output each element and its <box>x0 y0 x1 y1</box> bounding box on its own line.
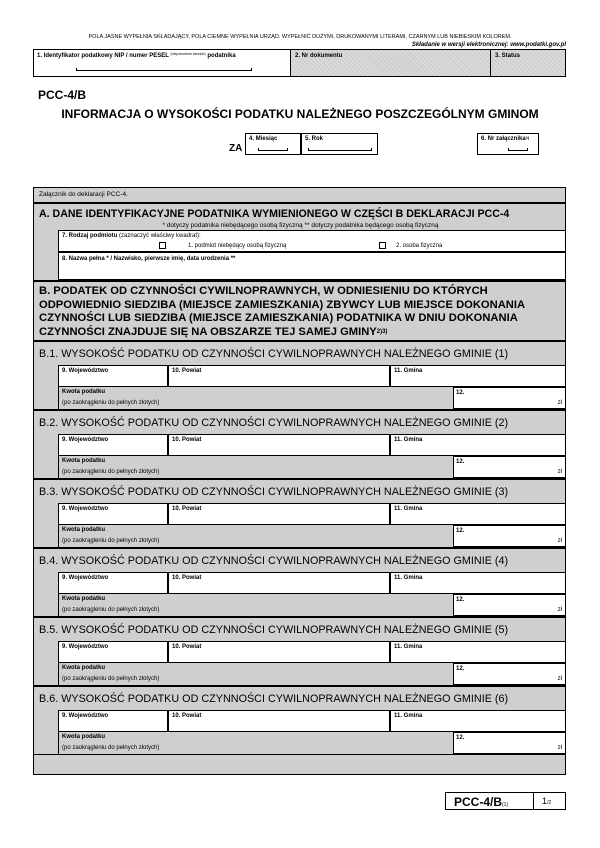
attachment-number-field[interactable] <box>477 133 539 155</box>
county-label: 10. Powiat <box>172 644 202 650</box>
tax-amount-field[interactable] <box>453 594 566 616</box>
county-field[interactable] <box>168 641 390 663</box>
currency-label: zł <box>557 400 562 406</box>
voivodeship-field[interactable] <box>58 503 168 525</box>
header-box <box>33 49 566 77</box>
subsection-title: B.2. WYSOKOŚĆ PODATKU OD CZYNNOŚCI CYWILNOPRAWNYCH NALEŻNEGO GMINIE (2) <box>39 417 509 429</box>
voivodeship-field[interactable] <box>58 572 168 594</box>
entity-type-field <box>58 230 566 252</box>
form-code: PCC-4/B <box>38 88 87 102</box>
county-label: 10. Powiat <box>172 437 202 443</box>
footer-code: PCC-4/B(1) <box>454 795 509 809</box>
tax-amount-number: 12. <box>456 528 465 534</box>
municipality-label: 11. Gmina <box>394 437 423 443</box>
tax-amount-label: Kwota podatku <box>62 734 105 740</box>
nip-pesel-label: 1. Identyfikator podatkowy NIP / numer PESEL $^{(niepotrzebne skreślić)}$ podatnika <box>37 52 236 59</box>
tax-amount-field[interactable] <box>453 663 566 685</box>
attachment-to-text: Załącznik do deklaracji PCC-4. <box>39 191 128 198</box>
tax-amount-field[interactable] <box>453 732 566 754</box>
nip-pesel-field[interactable] <box>34 50 291 76</box>
voivodeship-label: 9. Województwo <box>62 437 109 443</box>
currency-label: zł <box>557 469 562 475</box>
voivodeship-field[interactable] <box>58 641 168 663</box>
tax-amount-number: 12. <box>456 459 465 465</box>
tax-amount-label-cell <box>58 525 453 547</box>
subsection-b1 <box>33 341 566 410</box>
year-field[interactable] <box>301 133 378 155</box>
municipality-field[interactable] <box>390 641 566 663</box>
rounding-note: (po zaokrągleniu do pełnych złotych) <box>62 400 160 406</box>
document-number-field <box>291 50 491 76</box>
subsection-title: B.4. WYSOKOŚĆ PODATKU OD CZYNNOŚCI CYWILNOPRAWNYCH NALEŻNEGO GMINIE (4) <box>39 555 509 567</box>
subsection-title: B.6. WYSOKOŚĆ PODATKU OD CZYNNOŚCI CYWILNOPRAWNYCH NALEŻNEGO GMINIE (6) <box>39 693 509 705</box>
month-ticks <box>258 148 288 151</box>
municipality-field[interactable] <box>390 572 566 594</box>
form-title: INFORMACJA O WYSOKOŚCI PODATKU NALEŻNEGO POSZCZEGÓLNYM GMINOM <box>61 107 539 121</box>
subsection-title: B.1. WYSOKOŚĆ PODATKU OD CZYNNOŚCI CYWILNOPRAWNYCH NALEŻNEGO GMINIE (1) <box>39 348 509 360</box>
municipality-field[interactable] <box>390 503 566 525</box>
subsection-b2 <box>33 410 566 479</box>
county-field[interactable] <box>168 503 390 525</box>
tax-amount-field[interactable] <box>453 456 566 478</box>
tax-amount-number: 12. <box>456 597 465 603</box>
voivodeship-field[interactable] <box>58 434 168 456</box>
tax-amount-label: Kwota podatku <box>62 527 105 533</box>
county-field[interactable] <box>168 572 390 594</box>
county-label: 10. Powiat <box>172 575 202 581</box>
currency-label: zł <box>557 745 562 751</box>
electronic-submission-note: Składanie w wersji elektronicznej: www.podatki.gov.pl <box>411 42 566 48</box>
section-b <box>33 281 566 341</box>
county-field[interactable] <box>168 710 390 732</box>
tax-amount-number: 12. <box>456 666 465 672</box>
municipality-field[interactable] <box>390 710 566 732</box>
status-label: 3. Status <box>495 53 521 59</box>
county-field[interactable] <box>168 365 390 387</box>
attachment-number-label: 6. Nr załącznika$^{1)}$ <box>481 135 530 142</box>
document-number-label: 2. Nr dokumentu <box>295 53 343 59</box>
tax-amount-label-cell <box>58 456 453 478</box>
currency-label: zł <box>557 607 562 613</box>
tax-amount-field[interactable] <box>453 525 566 547</box>
tax-amount-label-cell <box>58 732 453 754</box>
voivodeship-field[interactable] <box>58 710 168 732</box>
full-name-label: 8. Nazwa pełna * / Nazwisko, pierwsze imię, data urodzenia ** <box>62 256 236 262</box>
attachment-number-ticks <box>508 148 528 151</box>
voivodeship-label: 9. Województwo <box>62 644 109 650</box>
status-field <box>491 50 565 76</box>
tax-amount-label: Kwota podatku <box>62 389 105 395</box>
voivodeship-label: 9. Województwo <box>62 575 109 581</box>
subsection-b5 <box>33 617 566 686</box>
municipality-label: 11. Gmina <box>394 713 423 719</box>
tax-amount-label-cell <box>58 387 453 409</box>
voivodeship-label: 9. Województwo <box>62 368 109 374</box>
rounding-note: (po zaokrągleniu do pełnych złotych) <box>62 607 160 613</box>
county-label: 10. Powiat <box>172 368 202 374</box>
year-label: 5. Rok <box>305 136 324 142</box>
tax-amount-label: Kwota podatku <box>62 665 105 671</box>
tax-amount-label-cell <box>58 663 453 685</box>
currency-label: zł <box>557 676 562 682</box>
rounding-note: (po zaokrągleniu do pełnych złotych) <box>62 469 160 475</box>
municipality-label: 11. Gmina <box>394 506 423 512</box>
municipality-label: 11. Gmina <box>394 575 423 581</box>
subsection-b6 <box>33 686 566 755</box>
tax-amount-field[interactable] <box>453 387 566 409</box>
section-a <box>33 203 566 281</box>
county-field[interactable] <box>168 434 390 456</box>
subsection-b3 <box>33 479 566 548</box>
footer-code-box <box>445 792 534 810</box>
county-label: 10. Powiat <box>172 713 202 719</box>
municipality-label: 11. Gmina <box>394 644 423 650</box>
voivodeship-label: 9. Województwo <box>62 506 109 512</box>
tax-amount-label: Kwota podatku <box>62 458 105 464</box>
za-label: ZA <box>229 143 243 154</box>
month-label: 4. Miesiąc <box>249 136 278 142</box>
fill-instruction: POLA JASNE WYPEŁNIA SKŁADAJĄCY, POLA CIEMNE WYPEŁNIA URZĄD. WYPEŁNIĆ DUŻYMI, DRUKOWANYMI LITERAMI, CZARNYM LUB NIEBIESKIM KOLOREM. <box>88 34 512 40</box>
section-a-title: A. DANE IDENTYFIKACYJNE PODATNIKA WYMIENIONEGO W CZĘŚCI B DEKLARACJI PCC-4 <box>39 208 510 220</box>
tax-amount-number: 12. <box>456 390 465 396</box>
month-field[interactable] <box>245 133 301 155</box>
entity-type-option-2-label: 2. osoba fizyczna <box>396 243 443 249</box>
county-label: 10. Powiat <box>172 506 202 512</box>
full-name-field[interactable] <box>58 252 566 280</box>
voivodeship-label: 9. Województwo <box>62 713 109 719</box>
nip-digit-ticks <box>76 68 252 71</box>
tax-amount-number: 12. <box>456 735 465 741</box>
footer-page: 1/2 <box>542 796 552 806</box>
subsection-b4 <box>33 548 566 617</box>
municipality-field[interactable] <box>390 434 566 456</box>
voivodeship-field[interactable] <box>58 365 168 387</box>
currency-label: zł <box>557 538 562 544</box>
entity-type-checkbox-1[interactable] <box>159 242 166 249</box>
footer-page-box <box>534 792 566 810</box>
municipality-field[interactable] <box>390 365 566 387</box>
subsection-title: B.3. WYSOKOŚĆ PODATKU OD CZYNNOŚCI CYWILNOPRAWNYCH NALEŻNEGO GMINIE (3) <box>39 486 509 498</box>
year-ticks <box>308 148 372 151</box>
entity-type-label: 7. Rodzaj podmiotu (zaznaczyć właściwy kwadrat): <box>62 233 201 239</box>
tax-amount-label-cell <box>58 594 453 616</box>
entity-type-option-1-label: 1. podmiot niebędący osobą fizyczną <box>188 243 287 249</box>
subsection-title: B.5. WYSOKOŚĆ PODATKU OD CZYNNOŚCI CYWILNOPRAWNYCH NALEŻNEGO GMINIE (5) <box>39 624 509 636</box>
section-b-title: B. PODATEK OD CZYNNOŚCI CYWILNOPRAWNYCH, W ODNIESIENIU DO KTÓRYCH ODPOWIEDNIO SIEDZIBA (MIEJSCE ZAMIESZKANIA) ZBYWCY LUB MIEJSCE DOKONANIA CZYNNOŚCI LUB SIEDZIBA (MIEJSCE ZAMIESZKANIA) PODATNIKA W DNIU DOKONANIA CZYNNOŚCI ZNAJDUJE SIĘ NA OBSZARZE TEJ SAMEJ $GMINY^{2)3)}$ <box>39 285 525 338</box>
entity-type-checkbox-2[interactable] <box>379 242 386 249</box>
municipality-label: 11. Gmina <box>394 368 423 374</box>
rounding-note: (po zaokrągleniu do pełnych złotych) <box>62 745 160 751</box>
attachment-to-row <box>33 187 566 203</box>
rounding-note: (po zaokrągleniu do pełnych złotych) <box>62 676 160 682</box>
tax-amount-label: Kwota podatku <box>62 596 105 602</box>
rounding-note: (po zaokrągleniu do pełnych złotych) <box>62 538 160 544</box>
section-a-note: * dotyczy podatnika niebędącego osobą fizyczną ** dotyczy podatnika będącego osobą fizyczną <box>162 222 439 229</box>
